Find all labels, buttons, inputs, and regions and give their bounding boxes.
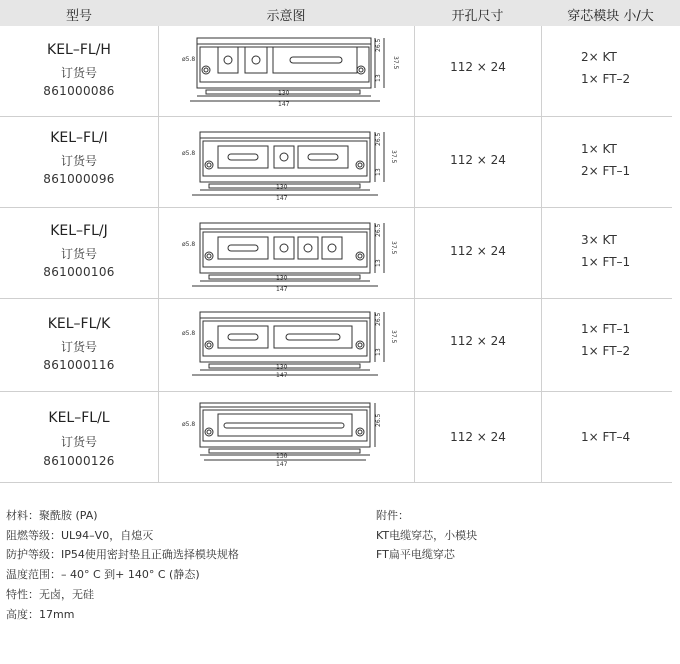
- column-divider: [158, 26, 159, 482]
- dim-hole: ø5.8: [182, 421, 196, 428]
- order-number: 861000106: [43, 265, 115, 279]
- dim-height-1: 26.5: [375, 132, 382, 146]
- dim-height-2: 13: [375, 168, 382, 176]
- dim-height-3: 37.5: [392, 56, 399, 70]
- order-label: 订货号: [60, 154, 97, 168]
- model-name: KEL–FL/I: [50, 130, 108, 146]
- order-number: 861000096: [43, 172, 115, 186]
- row-divider: [0, 298, 672, 299]
- model-name: KEL–FL/H: [47, 42, 111, 58]
- spec-feature: 特性：无卤，无硅: [6, 588, 94, 601]
- dim-hole: ø5.8: [182, 56, 196, 63]
- dim-height-1: 26.5: [375, 413, 382, 427]
- accessory-item: FT扁平电缆穿芯: [376, 548, 455, 561]
- frame-drawing: [170, 219, 410, 295]
- dim-outer-width: 147: [276, 461, 288, 468]
- module-line: 3× KT: [581, 233, 617, 247]
- dim-outer-width: 147: [276, 195, 288, 202]
- dim-height-2: 13: [375, 259, 382, 267]
- cutout-size: 112 × 24: [450, 334, 506, 348]
- dim-inner-width: 130: [278, 90, 290, 97]
- dim-outer-width: 147: [276, 286, 288, 293]
- frame-drawing: [170, 308, 410, 384]
- dim-height-1: 26.5: [375, 312, 382, 326]
- dim-inner-width: 130: [276, 275, 288, 282]
- order-label: 订货号: [60, 340, 97, 354]
- dim-height-1: 26.5: [375, 223, 382, 237]
- dim-hole: ø5.8: [182, 330, 196, 337]
- module-line: 2× FT–1: [581, 164, 631, 178]
- dim-height-1: 26.5: [375, 38, 382, 52]
- spec-flame: 阻燃等级：UL94–V0，自熄灭: [6, 529, 154, 542]
- dim-height-3: 37.5: [390, 150, 397, 164]
- header-model: 型号: [65, 9, 92, 24]
- order-label: 订货号: [60, 247, 97, 261]
- row-divider: [0, 391, 672, 392]
- order-number: 861000086: [43, 84, 115, 98]
- module-line: 1× FT–2: [581, 72, 631, 86]
- module-line: 2× KT: [581, 50, 617, 64]
- dim-outer-width: 147: [276, 372, 288, 379]
- accessory-item: KT电缆穿芯，小模块: [376, 529, 478, 542]
- header-modules: 穿芯模块 小/大: [567, 9, 654, 24]
- spec-protection: 防护等级：IP54使用密封垫且正确选择模块规格: [6, 548, 239, 561]
- dim-hole: ø5.8: [182, 150, 196, 157]
- dim-hole: ø5.8: [182, 241, 196, 248]
- module-line: 1× FT–1: [581, 255, 631, 269]
- module-line: 1× KT: [581, 142, 617, 156]
- dim-height-3: 37.5: [390, 330, 397, 344]
- order-number: 861000126: [43, 454, 115, 468]
- spec-height: 高度：17mm: [6, 608, 75, 621]
- dim-height-2: 13: [375, 74, 382, 82]
- dim-height-3: 37.5: [390, 241, 397, 255]
- dim-inner-width: 130: [276, 453, 288, 460]
- order-label: 订货号: [60, 66, 97, 80]
- cutout-size: 112 × 24: [450, 60, 506, 74]
- header-diagram: 示意图: [266, 9, 306, 24]
- spec-material: 材料：聚酰胺 (PA): [6, 509, 98, 522]
- dim-inner-width: 130: [276, 184, 288, 191]
- accessories-title: 附件：: [376, 509, 409, 522]
- model-name: KEL–FL/L: [48, 410, 110, 426]
- row-divider: [0, 116, 672, 117]
- module-line: 1× FT–1: [581, 322, 631, 336]
- model-name: KEL–FL/J: [50, 223, 108, 239]
- row-divider: [0, 482, 672, 483]
- spec-temperature: 温度范围：– 40° C 到+ 140° C (静态): [6, 568, 200, 581]
- cutout-size: 112 × 24: [450, 244, 506, 258]
- row-divider: [0, 207, 672, 208]
- dim-inner-width: 130: [276, 364, 288, 371]
- cutout-size: 112 × 24: [450, 430, 506, 444]
- model-name: KEL–FL/K: [47, 316, 111, 332]
- order-label: 订货号: [60, 435, 97, 449]
- module-line: 1× FT–2: [581, 344, 631, 358]
- frame-drawing: [170, 34, 410, 112]
- frame-drawing: [170, 399, 410, 475]
- dim-height-2: 13: [375, 348, 382, 356]
- dim-outer-width: 147: [278, 101, 290, 108]
- order-number: 861000116: [43, 358, 115, 372]
- cutout-size: 112 × 24: [450, 153, 506, 167]
- frame-drawing: [170, 128, 410, 204]
- module-line: 1× FT–4: [581, 430, 631, 444]
- header-cutout: 开孔尺寸: [451, 9, 504, 24]
